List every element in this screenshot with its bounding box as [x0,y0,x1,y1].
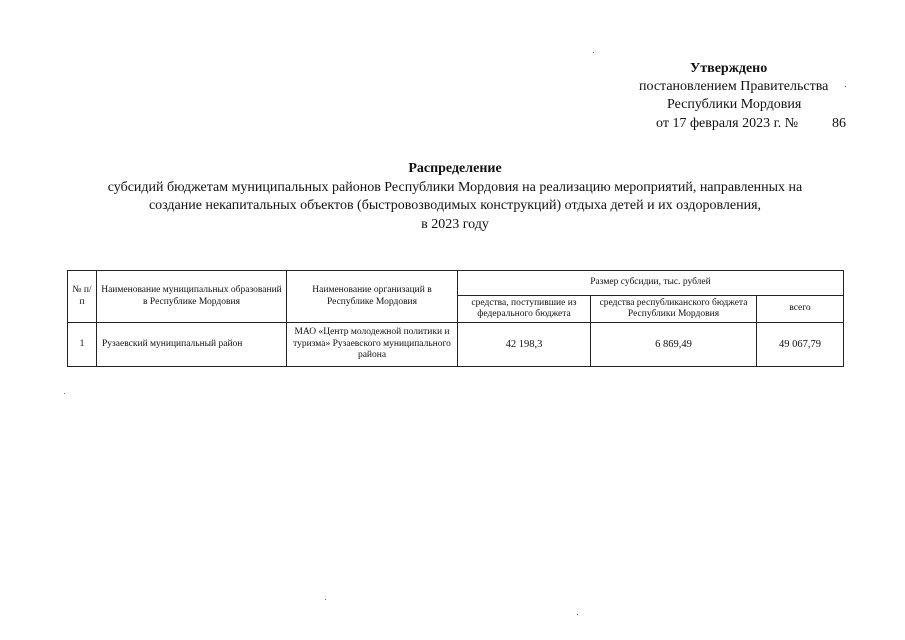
scan-speck [577,614,578,615]
approval-month-year: февраля 2023 г. [689,116,782,131]
approval-number-sign: № [784,116,799,131]
cell-organization: МАО «Центр молодежной политики и туризма» Рузаевского муниципального района [287,323,458,367]
scan-speck [593,52,594,53]
cell-republic: 6 869,49 [591,323,757,367]
distribution-table [67,270,844,367]
header-subsidy-group: Размер субсидии, тыс. рублей [458,271,844,296]
header-municipality: Наименование муниципальных образований в Республике Мордовия [97,271,287,323]
header-federal: средства, поступившие из федерального бюджета [458,296,591,323]
approval-republic: Республики Мордовия [667,97,802,112]
cell-total: 49 067,79 [757,323,844,367]
cell-federal: 42 198,3 [458,323,591,367]
cell-municipality: Рузаевский муниципальный район [97,323,287,367]
document-subtitle-line-3: в 2023 году [421,216,489,232]
scan-speck [845,86,846,87]
header-number: № п/п [68,271,97,323]
header-republic: средства республиканского бюджета Республики Мордовия [591,296,757,323]
header-organization: Наименование организаций в Республике Мордовия [287,271,458,323]
document-subtitle-line-2: создание некапитальных объектов (быстровозводимых конструкций) отдыха детей и их оздоровления, [148,198,762,213]
document-subtitle-line-1: субсидий бюджетам муниципальных районов Республики Мордовия на реализацию мероприятий, направленных на [107,179,803,195]
header-total: всего [757,296,844,323]
cell-number: 1 [68,323,97,367]
scan-speck [64,393,65,394]
table-row [68,323,844,367]
scan-speck [325,599,326,600]
approval-title: Утверждено [690,61,768,76]
approval-date [656,115,798,133]
approval-number: 86 [832,116,846,131]
document-heading [60,160,850,234]
approval-day: 17 [672,116,687,131]
document-title: Распределение [408,161,502,176]
approval-date-prefix: от [656,116,669,131]
approval-decree: постановлением Правительства [639,79,829,94]
